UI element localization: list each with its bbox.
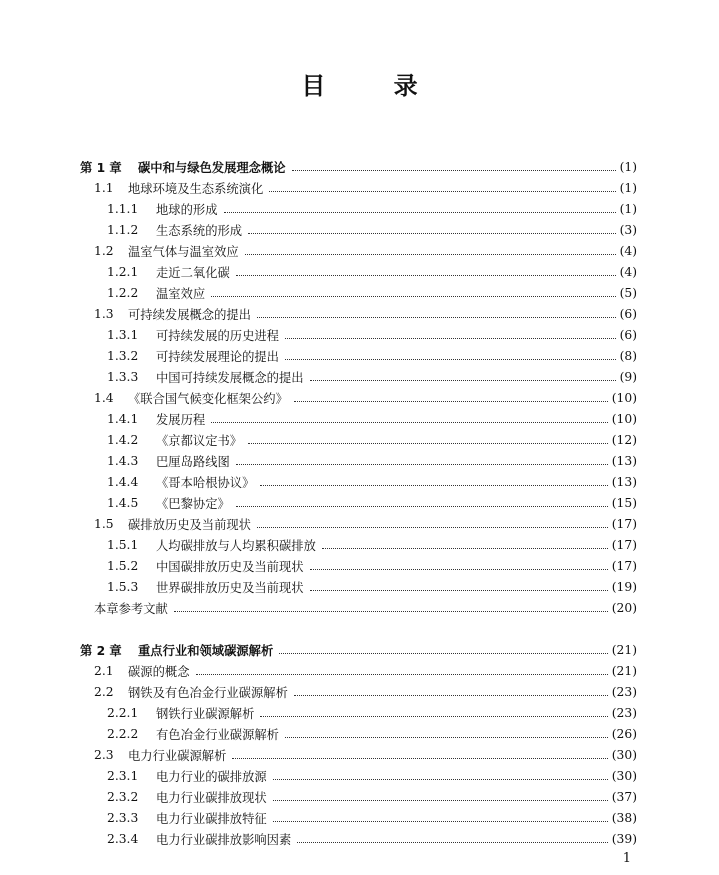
toc-entry-title: 巴厘岛路线图 xyxy=(156,455,230,469)
toc-entry[interactable] xyxy=(0,389,719,407)
toc-entry-number: 1.4 xyxy=(94,391,114,405)
dotted-leader xyxy=(279,652,607,654)
toc-entry-title: 电力行业的碳排放源 xyxy=(156,770,267,784)
toc-entry-number: 1.4.1 xyxy=(107,412,139,426)
dotted-leader xyxy=(322,547,608,549)
toc-entry[interactable] xyxy=(0,494,719,512)
toc-entry[interactable] xyxy=(0,767,719,785)
dotted-leader xyxy=(260,484,607,486)
toc-entry-number: 1.2 xyxy=(94,244,114,258)
dotted-leader xyxy=(285,358,616,360)
toc-entry-page: (23) xyxy=(611,706,637,720)
toc-entry-title: 《联合国气候变化框架公约》 xyxy=(128,392,288,406)
toc-entry-page: (17) xyxy=(611,517,637,531)
toc-entry-number: 2.3.2 xyxy=(107,790,139,804)
toc-entry-number: 1.1 xyxy=(94,181,114,195)
toc-entry-number: 1.1.1 xyxy=(107,202,139,216)
dotted-leader xyxy=(285,736,608,738)
toc-entry-number: 1.5.1 xyxy=(107,538,139,552)
toc-entry[interactable] xyxy=(0,179,719,197)
toc-entry-page: (1) xyxy=(619,181,637,195)
dotted-leader xyxy=(211,421,608,423)
toc-entry[interactable] xyxy=(0,473,719,491)
toc-entry-page: (30) xyxy=(611,748,637,762)
toc-entry-page: (30) xyxy=(611,769,637,783)
toc-entry[interactable] xyxy=(0,431,719,449)
toc-entry-number: 第 1 章 xyxy=(80,161,122,175)
toc-entry-number: 1.2.1 xyxy=(107,265,139,279)
toc-entry[interactable] xyxy=(0,158,719,176)
toc-entry-title: 本章参考文献 xyxy=(94,602,168,616)
toc-entry-number: 1.3 xyxy=(94,307,114,321)
dotted-leader xyxy=(211,295,615,297)
toc-entry-title: 碳源的概念 xyxy=(128,665,190,679)
toc-entry[interactable] xyxy=(0,788,719,806)
dotted-leader xyxy=(196,673,608,675)
toc-entry-number: 2.2 xyxy=(94,685,114,699)
toc-entry-page: (37) xyxy=(611,790,637,804)
dotted-leader xyxy=(236,463,608,465)
toc-entry[interactable] xyxy=(0,725,719,743)
toc-entry-page: (13) xyxy=(611,475,637,489)
toc-entry[interactable] xyxy=(0,662,719,680)
page-number: 1 xyxy=(622,851,631,866)
toc-entry[interactable] xyxy=(0,242,719,260)
toc-entry[interactable] xyxy=(0,578,719,596)
dotted-leader xyxy=(292,169,616,171)
toc-entry-title: 人均碳排放与人均累积碳排放 xyxy=(156,539,316,553)
toc-entry-page: (1) xyxy=(619,202,637,216)
toc-entry[interactable] xyxy=(0,368,719,386)
toc-entry-number: 1.4.4 xyxy=(107,475,139,489)
toc-entry-number: 第 2 章 xyxy=(80,644,122,658)
toc-entry-page: (13) xyxy=(611,454,637,468)
dotted-leader xyxy=(310,379,616,381)
toc-entry-title: 电力行业碳排放特征 xyxy=(156,812,267,826)
toc-entry-page: (6) xyxy=(619,328,637,342)
dotted-leader xyxy=(310,589,608,591)
dotted-leader xyxy=(260,715,607,717)
toc-entry-page: (4) xyxy=(619,265,637,279)
toc-entry-page: (38) xyxy=(611,811,637,825)
toc-entry-page: (23) xyxy=(611,685,637,699)
toc-entry-number: 2.2.1 xyxy=(107,706,139,720)
dotted-leader xyxy=(257,316,616,318)
toc-entry[interactable] xyxy=(0,515,719,533)
toc-entry-number: 2.3.1 xyxy=(107,769,139,783)
toc-entry-number: 1.3.1 xyxy=(107,328,139,342)
toc-entry-number: 1.4.2 xyxy=(107,433,139,447)
toc-entry[interactable] xyxy=(0,347,719,365)
toc-entry-title: 《哥本哈根协议》 xyxy=(156,476,255,490)
toc-entry-title: 地球环境及生态系统演化 xyxy=(128,182,264,196)
toc-entry-number: 1.4.5 xyxy=(107,496,139,510)
toc-entry-page: (10) xyxy=(611,391,637,405)
toc-entry-page: (15) xyxy=(611,496,637,510)
dotted-leader xyxy=(310,568,608,570)
toc-entry-title: 走近二氧化碳 xyxy=(156,266,230,280)
toc-entry[interactable] xyxy=(0,641,719,659)
toc-entry-title: 发展历程 xyxy=(156,413,206,427)
toc-entry-page: (5) xyxy=(619,286,637,300)
toc-entry-title: 重点行业和领域碳源解析 xyxy=(138,644,274,658)
toc-entry-title: 电力行业碳排放现状 xyxy=(156,791,267,805)
dotted-leader xyxy=(273,799,608,801)
dotted-leader xyxy=(269,190,615,192)
toc-entry-title: 有色冶金行业碳源解析 xyxy=(156,728,279,742)
toc-entry[interactable] xyxy=(0,284,719,302)
dotted-leader xyxy=(297,841,607,843)
toc-entry-title: 可持续发展的历史进程 xyxy=(156,329,279,343)
toc-entry-page: (17) xyxy=(611,538,637,552)
toc-entry-title: 中国碳排放历史及当前现状 xyxy=(156,560,304,574)
toc-entry-page: (21) xyxy=(611,664,637,678)
dotted-leader xyxy=(294,400,608,402)
toc-entry-page: (26) xyxy=(611,727,637,741)
toc-entry-number: 1.3.3 xyxy=(107,370,139,384)
toc-entry-title: 生态系统的形成 xyxy=(156,224,243,238)
toc-entry-number: 1.4.3 xyxy=(107,454,139,468)
toc-entry-number: 2.3.3 xyxy=(107,811,139,825)
dotted-leader xyxy=(248,442,608,444)
dotted-leader xyxy=(236,274,616,276)
toc-entry-page: (39) xyxy=(611,832,637,846)
toc-entry-page: (17) xyxy=(611,559,637,573)
toc-entry-number: 2.2.2 xyxy=(107,727,139,741)
toc-entry-title: 温室效应 xyxy=(156,287,206,301)
toc-entry[interactable] xyxy=(0,704,719,722)
dotted-leader xyxy=(224,211,616,213)
toc-entry[interactable] xyxy=(0,452,719,470)
toc-entry-page: (19) xyxy=(611,580,637,594)
toc-entry[interactable] xyxy=(0,809,719,827)
toc-entry-title: 钢铁及有色冶金行业碳源解析 xyxy=(128,686,288,700)
toc-entry-title: 中国可持续发展概念的提出 xyxy=(156,371,304,385)
toc-entry[interactable] xyxy=(0,326,719,344)
toc-entry-title: 《京都议定书》 xyxy=(156,434,243,448)
dotted-leader xyxy=(273,778,608,780)
dotted-leader xyxy=(257,526,608,528)
dotted-leader xyxy=(248,232,615,234)
toc-entry[interactable] xyxy=(0,830,719,848)
toc-entry-page: (8) xyxy=(619,349,637,363)
toc-entry-title: 电力行业碳排放影响因素 xyxy=(156,833,292,847)
toc-entry-number: 1.5.2 xyxy=(107,559,139,573)
toc-entry-page: (20) xyxy=(611,601,637,615)
dotted-leader xyxy=(236,505,608,507)
toc-entry-page: (3) xyxy=(619,223,637,237)
toc-entry-page: (12) xyxy=(611,433,637,447)
toc-entry-number: 1.3.2 xyxy=(107,349,139,363)
toc-entry-page: (9) xyxy=(619,370,637,384)
toc-entry-number: 1.1.2 xyxy=(107,223,139,237)
toc-entry-number: 1.2.2 xyxy=(107,286,139,300)
toc-entry-title: 地球的形成 xyxy=(156,203,218,217)
toc-entry-number: 2.3.4 xyxy=(107,832,139,846)
toc-entry[interactable] xyxy=(0,599,719,617)
toc-entry[interactable] xyxy=(0,683,719,701)
toc-entry-number: 1.5 xyxy=(94,517,114,531)
toc-entry-title: 钢铁行业碳源解析 xyxy=(156,707,255,721)
toc-entry-title: 碳排放历史及当前现状 xyxy=(128,518,251,532)
toc-entry-title: 碳中和与绿色发展理念概论 xyxy=(138,161,286,175)
dotted-leader xyxy=(273,820,608,822)
dotted-leader xyxy=(294,694,608,696)
toc-entry[interactable] xyxy=(0,263,719,281)
dotted-leader xyxy=(285,337,616,339)
toc-entry-title: 可持续发展理论的提出 xyxy=(156,350,279,364)
toc-entry-title: 电力行业碳源解析 xyxy=(128,749,227,763)
toc-entry[interactable] xyxy=(0,200,719,218)
toc-entry[interactable] xyxy=(0,536,719,554)
page-title: 目 录 xyxy=(301,72,448,100)
toc-entry-page: (10) xyxy=(611,412,637,426)
dotted-leader xyxy=(174,610,608,612)
toc-entry[interactable] xyxy=(0,221,719,239)
toc-entry-title: 世界碳排放历史及当前现状 xyxy=(156,581,304,595)
toc-entry-page: (21) xyxy=(611,643,637,657)
toc-entry-number: 2.1 xyxy=(94,664,114,678)
toc-entry-page: (1) xyxy=(619,160,637,174)
toc-entry-number: 1.5.3 xyxy=(107,580,139,594)
toc-entry[interactable] xyxy=(0,746,719,764)
dotted-leader xyxy=(245,253,616,255)
toc-entry-title: 温室气体与温室效应 xyxy=(128,245,239,259)
toc-entry[interactable] xyxy=(0,557,719,575)
dotted-leader xyxy=(232,757,607,759)
toc-entry-page: (4) xyxy=(619,244,637,258)
toc-entry[interactable] xyxy=(0,305,719,323)
toc-entry-title: 《巴黎协定》 xyxy=(156,497,230,511)
toc-entry-page: (6) xyxy=(619,307,637,321)
toc-entry-number: 2.3 xyxy=(94,748,114,762)
toc-entry-title: 可持续发展概念的提出 xyxy=(128,308,251,322)
toc-entry[interactable] xyxy=(0,410,719,428)
